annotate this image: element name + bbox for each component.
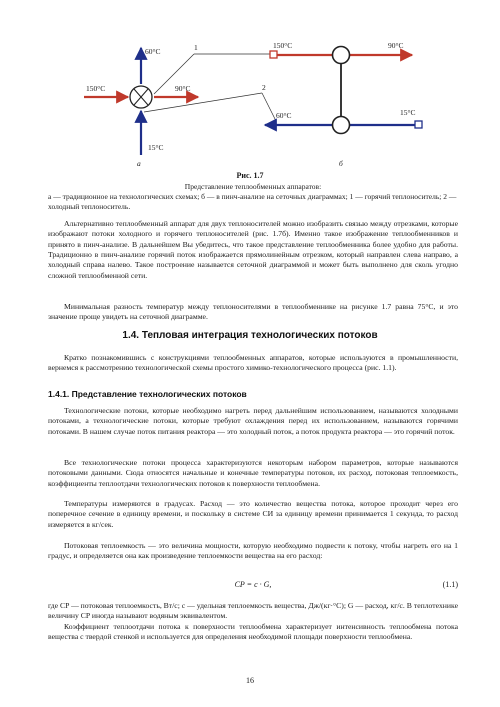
label-a-right: 90°C bbox=[175, 84, 191, 93]
paragraph-intro: Кратко познакомившись с конструкциями теплообменных аппаратов, которые используются в промышленности, вернемся к рассмотрению технологической схемы простого химико-технологического процесса (рис. 1.1). bbox=[48, 353, 458, 373]
label-b-hot-out: 90°C bbox=[388, 41, 404, 50]
cold-stream-start-box bbox=[415, 121, 422, 128]
callout-lines bbox=[144, 43, 276, 121]
exchanger-cold-node bbox=[333, 117, 350, 134]
paragraph-temperature-flow: Температуры измеряются в градусах. Расход — это количество вещества потока, которое проходит через его поперечное сечение в единицу времени, и поскольку в системе СИ за единицу времени принимается 1 секунда, то расход измеряется в кг/сек. bbox=[48, 499, 458, 529]
paragraph-min-temp-difference: Минимальная разность температур между теплоносителями в теплообменнике на рисунке 1.7 равна 75°C, и это значение проще увидеть на сеточной диаграмме. bbox=[48, 302, 458, 322]
formula-number: (1.1) bbox=[442, 580, 458, 589]
formula-1-1 bbox=[48, 580, 458, 592]
page-number: 16 bbox=[246, 676, 254, 685]
formula-text: CP = c · G, bbox=[234, 580, 272, 589]
label-b-cold-out: 60°C bbox=[276, 111, 292, 120]
figure-title: Рис. 1.7 bbox=[236, 171, 264, 180]
paragraph-alt-representation: Альтернативно теплообменный аппарат для двух теплоносителей можно изобразить связью между отрезками, которые изображают потоки холодного и горячего теплоносителей (рис. 1.7б). Именно такое изображение теплообменников и принято в пинч-анализе. В дальнейшем Вы убедитесь, что такое представление теплообменника более удобно для работы. Традиционно в пинч-анализе горячий поток изображается прямолинейным отрезком, который направлен слева направо, а холодный справа налево. Такое построение называется сеточной диаграммой и может быть выполнено для сколь угодно сложной теплообменной сети. bbox=[48, 219, 458, 280]
section-heading-1-4: 1.4. Тепловая интеграция технологических потоков bbox=[122, 330, 378, 341]
label-a-bottom: 15°C bbox=[148, 143, 164, 152]
label-a-top: 60°C bbox=[145, 47, 161, 56]
figure-caption-title: Представление теплообменных аппаратов: bbox=[184, 182, 322, 191]
heat-exchanger-figure bbox=[0, 0, 500, 170]
paragraph-definitions: где CP — потоковая теплоемкость, Вт/с; c — удельная теплоемкость вещества, Дж/(кг·°С); G — расход, кг/с. В теплотехнике величину CP иногда называют водяным эквивалентом. bbox=[48, 601, 458, 621]
callout-2: 2 bbox=[262, 83, 266, 92]
diagram-a bbox=[84, 47, 198, 168]
figure-caption-body: а — традиционное на технологических схемах; б — в пинч-анализе на сеточных диаграммах; 1 — горячий теплоноситель; 2 — холодный теплоноситель. bbox=[48, 192, 457, 211]
sub-label-b: б bbox=[339, 159, 343, 168]
section-heading-1-4-1: 1.4.1. Представление технологических потоков bbox=[48, 389, 247, 399]
paragraph-hot-cold-streams: Технологические потоки, которые необходимо нагреть перед дальнейшим использованием, называются холодными потоками, а технологические потоки, которые требуют охлаждения перед их использованием, называются горячими потоками. В нашем случае поток питания реактора — это холодный поток, а поток продукта реактора — это горячий поток. bbox=[48, 406, 458, 436]
label-b-hot-in: 150°C bbox=[273, 41, 293, 50]
sub-label-a: а bbox=[137, 159, 141, 168]
paragraph-stream-data: Все технологические потоки процесса характеризуются некоторым набором параметров, которые называются потоковыми данными. Сюда относятся начальные и конечные температуры потоков, их расход, потоковая теплоемкость, коэффициенты теплоотдачи технологических потоков к поверхности теплообмена. bbox=[48, 458, 458, 488]
label-a-left: 150°C bbox=[86, 84, 106, 93]
label-b-cold-in: 15°C bbox=[400, 108, 416, 117]
paragraph-heat-transfer-coefficient: Коэффициент теплоотдачи потока к поверхности теплообмена характеризует интенсивность теплообмена потока вещества с твердой стенкой и используется для определения необходимой площади поверхности теплообмена. bbox=[48, 622, 458, 642]
diagram-b bbox=[265, 41, 422, 168]
hot-stream-start-box bbox=[270, 51, 277, 58]
paragraph-heat-capacity: Потоковая теплоемкость — это величина мощности, которую необходимо подвести к потоку, чтобы нагреть его на 1 градус, и определяется она как произведение теплоемкости вещества на его расход: bbox=[48, 541, 458, 561]
callout-1: 1 bbox=[194, 43, 198, 52]
exchanger-hot-node bbox=[333, 47, 350, 64]
